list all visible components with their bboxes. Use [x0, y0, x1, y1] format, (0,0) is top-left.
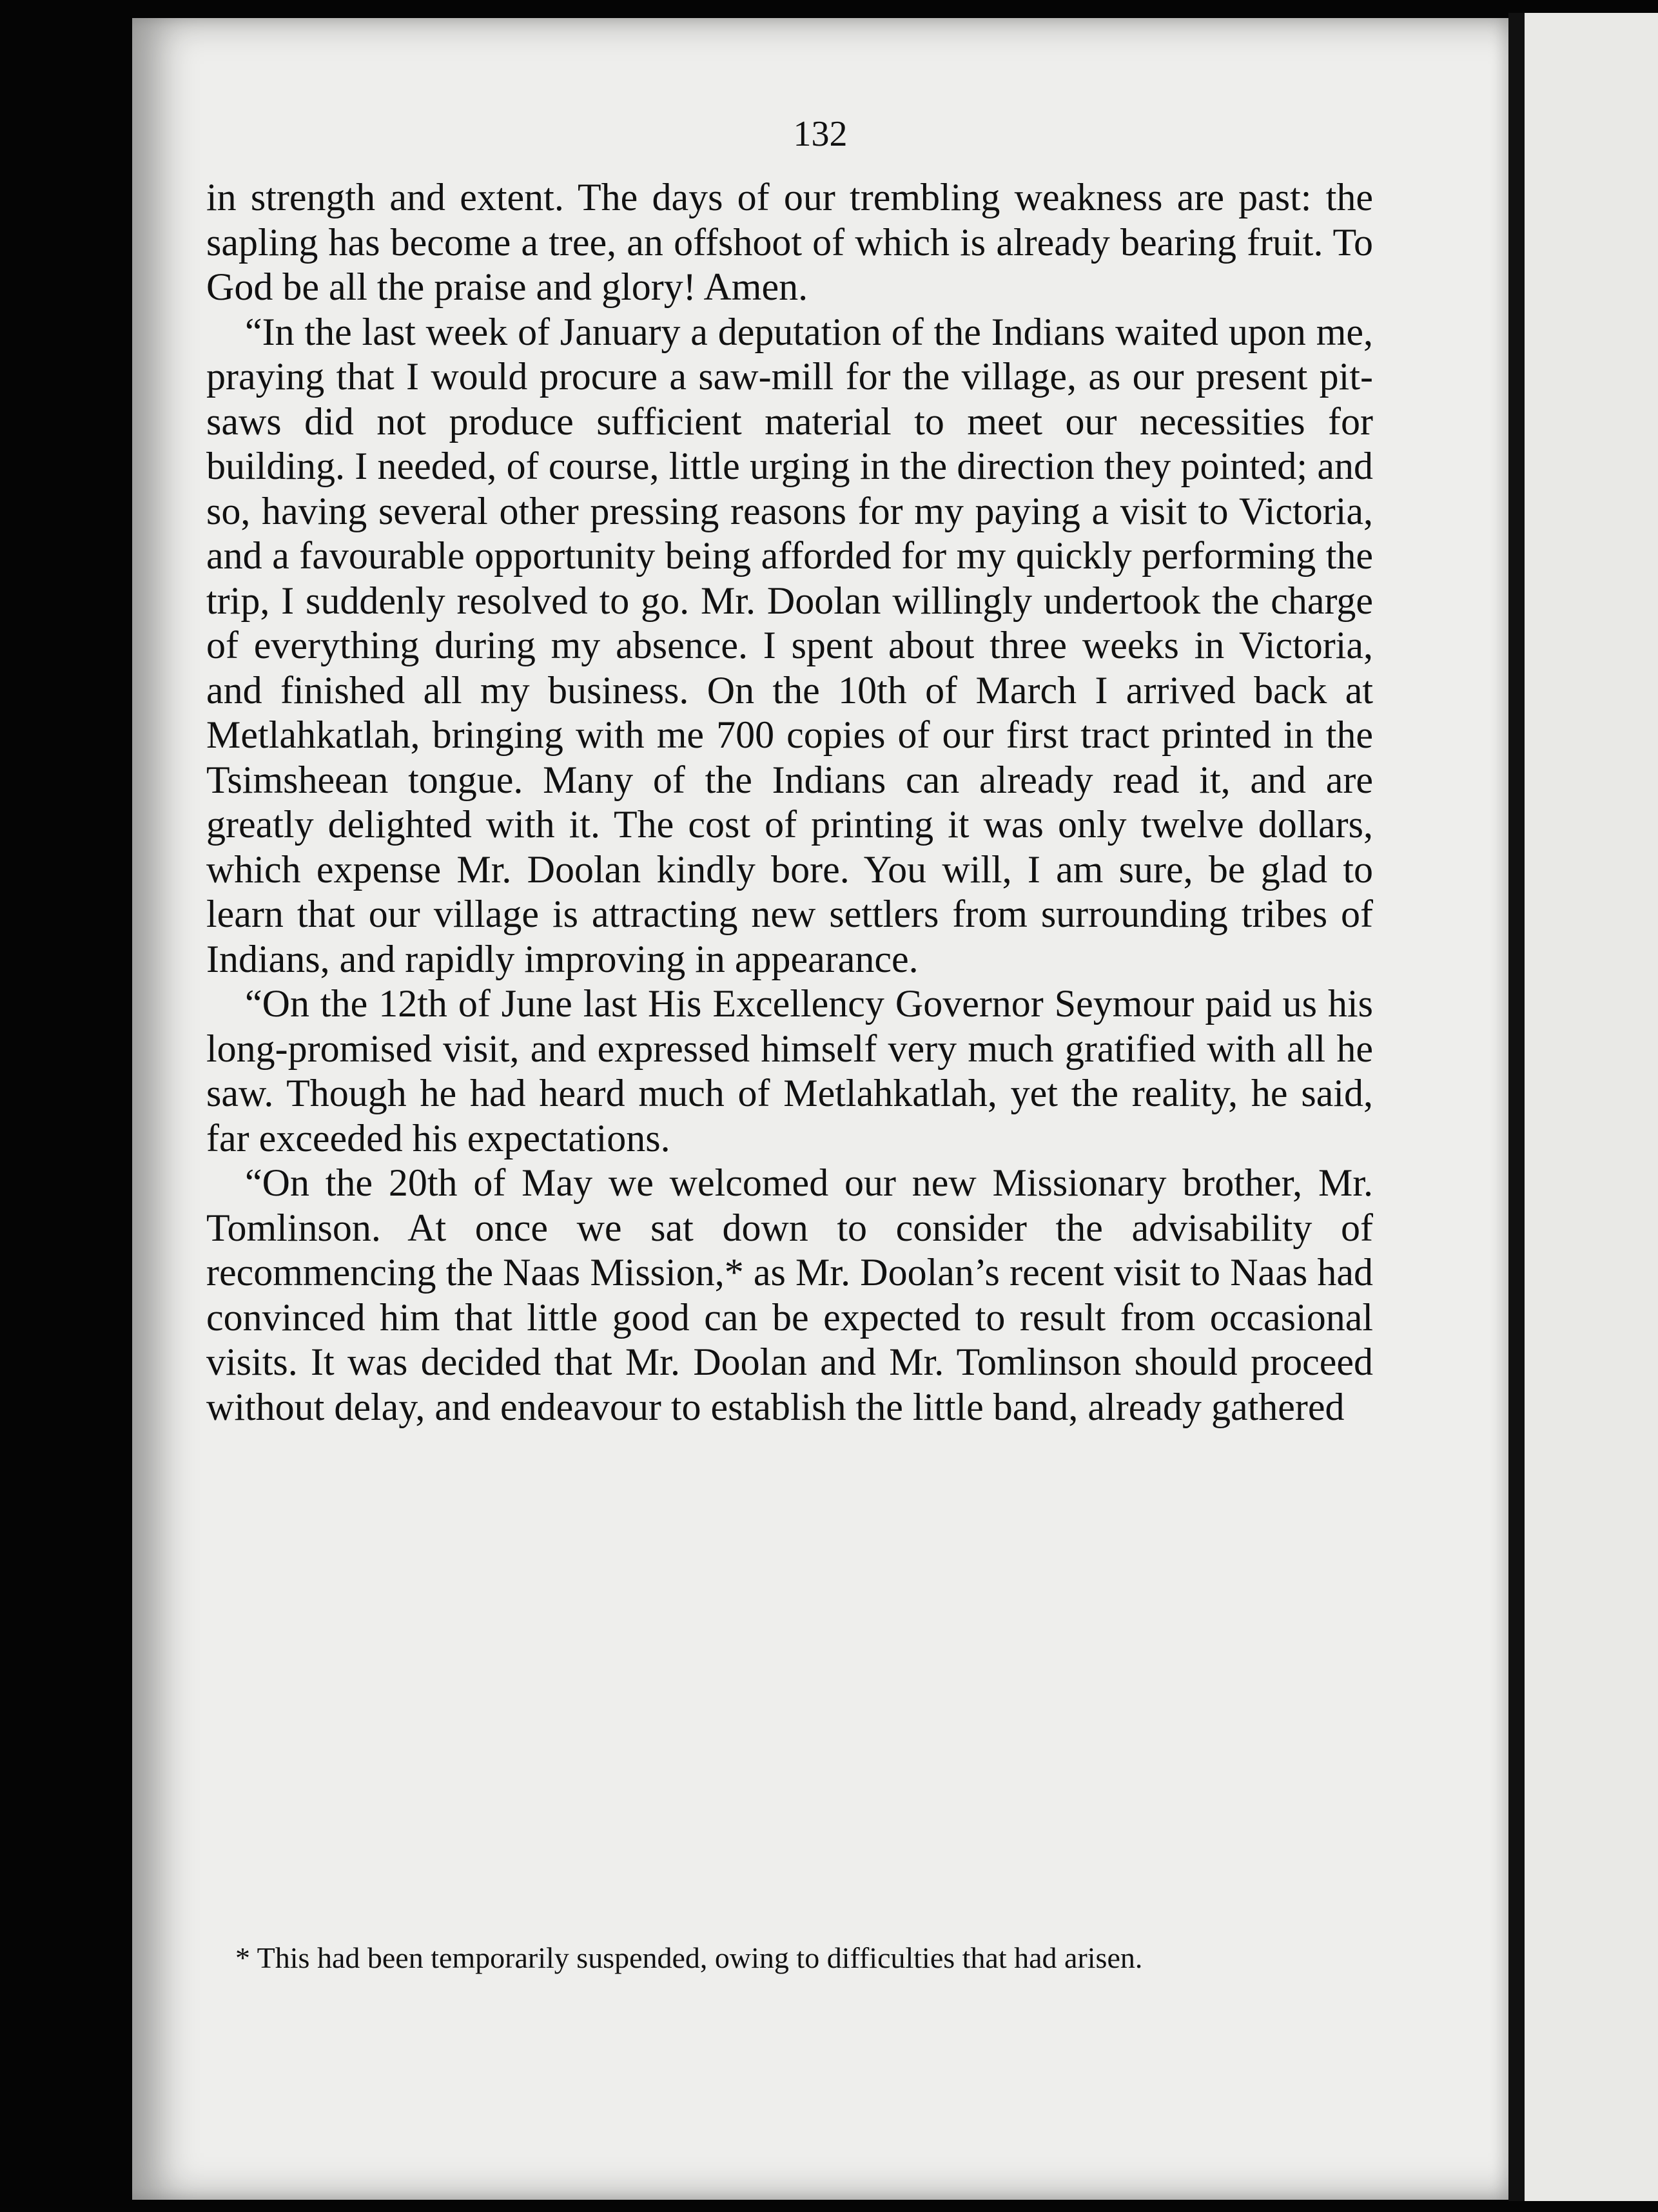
body-text — [206, 175, 1373, 1430]
paragraph-3: “On the 12th of June last His Excellency Governor Seymour paid us his long-promised visit, and expressed himself very much gratified with all he saw. Though he had heard much of Metlahkatlah, yet the reality, he said, far exceeded his expectations. — [206, 982, 1373, 1159]
paragraph-4: “On the 20th of May we welcomed our new Missionary brother, Mr. Tomlinson. At once we sat down to consider the advisability of recommencing the Naas Mission,* as Mr. Doolan’s recent visit to Naas had convinced him that little good can be expected to result from occasional visits. It was decided that Mr. Doolan and Mr. Tomlinson should proceed without delay, and endeavour to establish the little band, already gathered — [206, 1161, 1373, 1428]
page-number: 132 — [793, 114, 848, 154]
facing-page-edge — [1525, 13, 1658, 2201]
paragraph-1: in strength and extent. The days of our trembling weakness are past: the sapling has become a tree, an offshoot of which is already bearing fruit. To God be all the praise and glory! Amen. — [206, 176, 1373, 308]
page-gutter-shadow — [1508, 13, 1526, 2201]
paragraph-2: “In the last week of January a deputation of the Indians waited upon me, praying that I would procure a saw-mill for the village, as our present pit-saws did not produce sufficient material to meet our necessities for building. I needed, of course, little urging in the direction they pointed; and so, having several other pressing reasons for my paying a visit to Victoria, and a favourable opportunity being afforded for my quickly performing the trip, I suddenly resolved to go. Mr. Doolan willingly undertook the charge of everything during my absence. I spent about three weeks in Victoria, and finished all my business. On the 10th of March I arrived back at Metlahkatlah, bringing with me 700 copies of our first tract printed in the Tsimsheean tongue. Many of the Indians can already read it, and are greatly delighted with it. The cost of printing it was only twelve dollars, which expense Mr. Doolan kindly bore. You will, I am sure, be glad to learn that our village is attracting new settlers from surrounding tribes of Indians, and rapidly improving in appearance. — [206, 310, 1373, 980]
footnote: * This had been temporarily suspended, owing to difficulties that had arisen. — [235, 1941, 1143, 1974]
